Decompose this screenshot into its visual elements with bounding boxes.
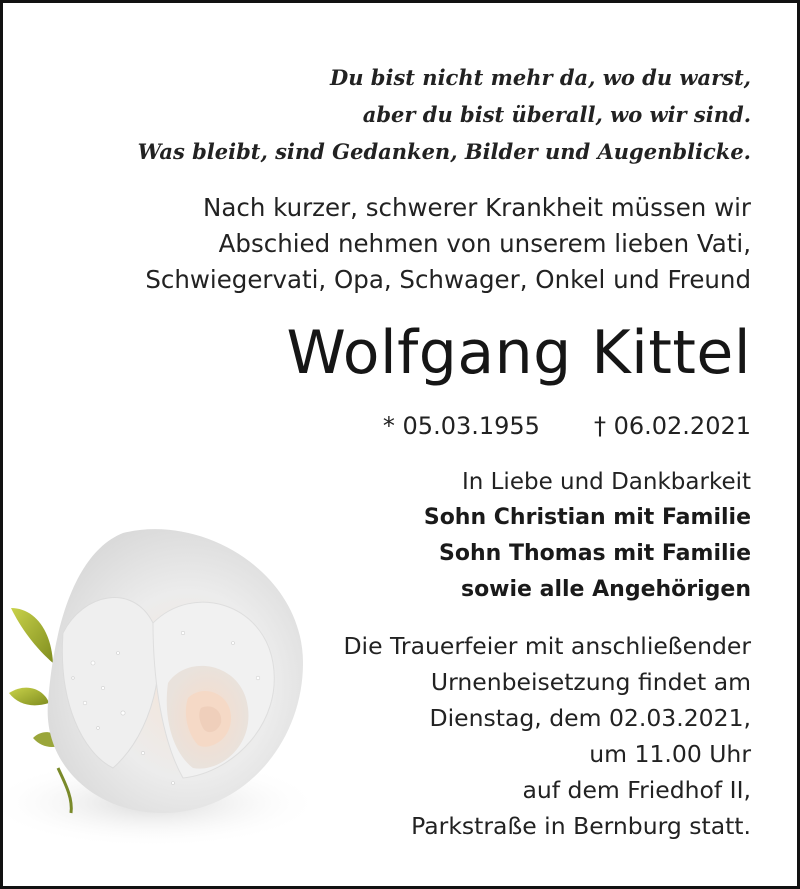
service-line-6: Parkstraße in Bernburg statt. xyxy=(411,812,751,840)
intro-line-2: Abschied nehmen von unserem lieben Vati, xyxy=(218,229,751,258)
service-line-2: Urnenbeisetzung findet am xyxy=(430,668,751,696)
life-dates xyxy=(383,408,751,444)
quote-line-3: Was bleibt, sind Gedanken, Bilder und Augenblicke. xyxy=(137,139,751,164)
mourner-line-3: sowie alle Angehörigen xyxy=(460,577,751,602)
service-line-5: auf dem Friedhof II, xyxy=(522,776,751,804)
service-line-1: Die Trauerfeier mit anschließender xyxy=(343,632,751,660)
intro-line-1: Nach kurzer, schwerer Krankheit müssen wir xyxy=(203,193,751,222)
quote-line-2: aber du bist überall, wo wir sind. xyxy=(362,102,751,127)
birth-date: * 05.03.1955 xyxy=(382,412,540,440)
death-date: † 06.02.2021 xyxy=(593,412,751,440)
quote-line-1: Du bist nicht mehr da, wo du warst, xyxy=(330,65,751,90)
mourner-line-1: Sohn Christian mit Familie xyxy=(423,505,751,530)
white-rose-image xyxy=(3,513,323,853)
service-line-3: Dienstag, dem 02.03.2021, xyxy=(429,704,751,732)
intro-line-3: Schwiegervati, Opa, Schwager, Onkel und Freund xyxy=(145,265,751,294)
service-line-4: um 11.00 Uhr xyxy=(589,740,751,768)
mourners-intro: In Liebe und Dankbarkeit xyxy=(461,469,751,495)
deceased-name: Wolfgang Kittel xyxy=(286,318,751,388)
mourner-line-2: Sohn Thomas mit Familie xyxy=(439,541,751,566)
